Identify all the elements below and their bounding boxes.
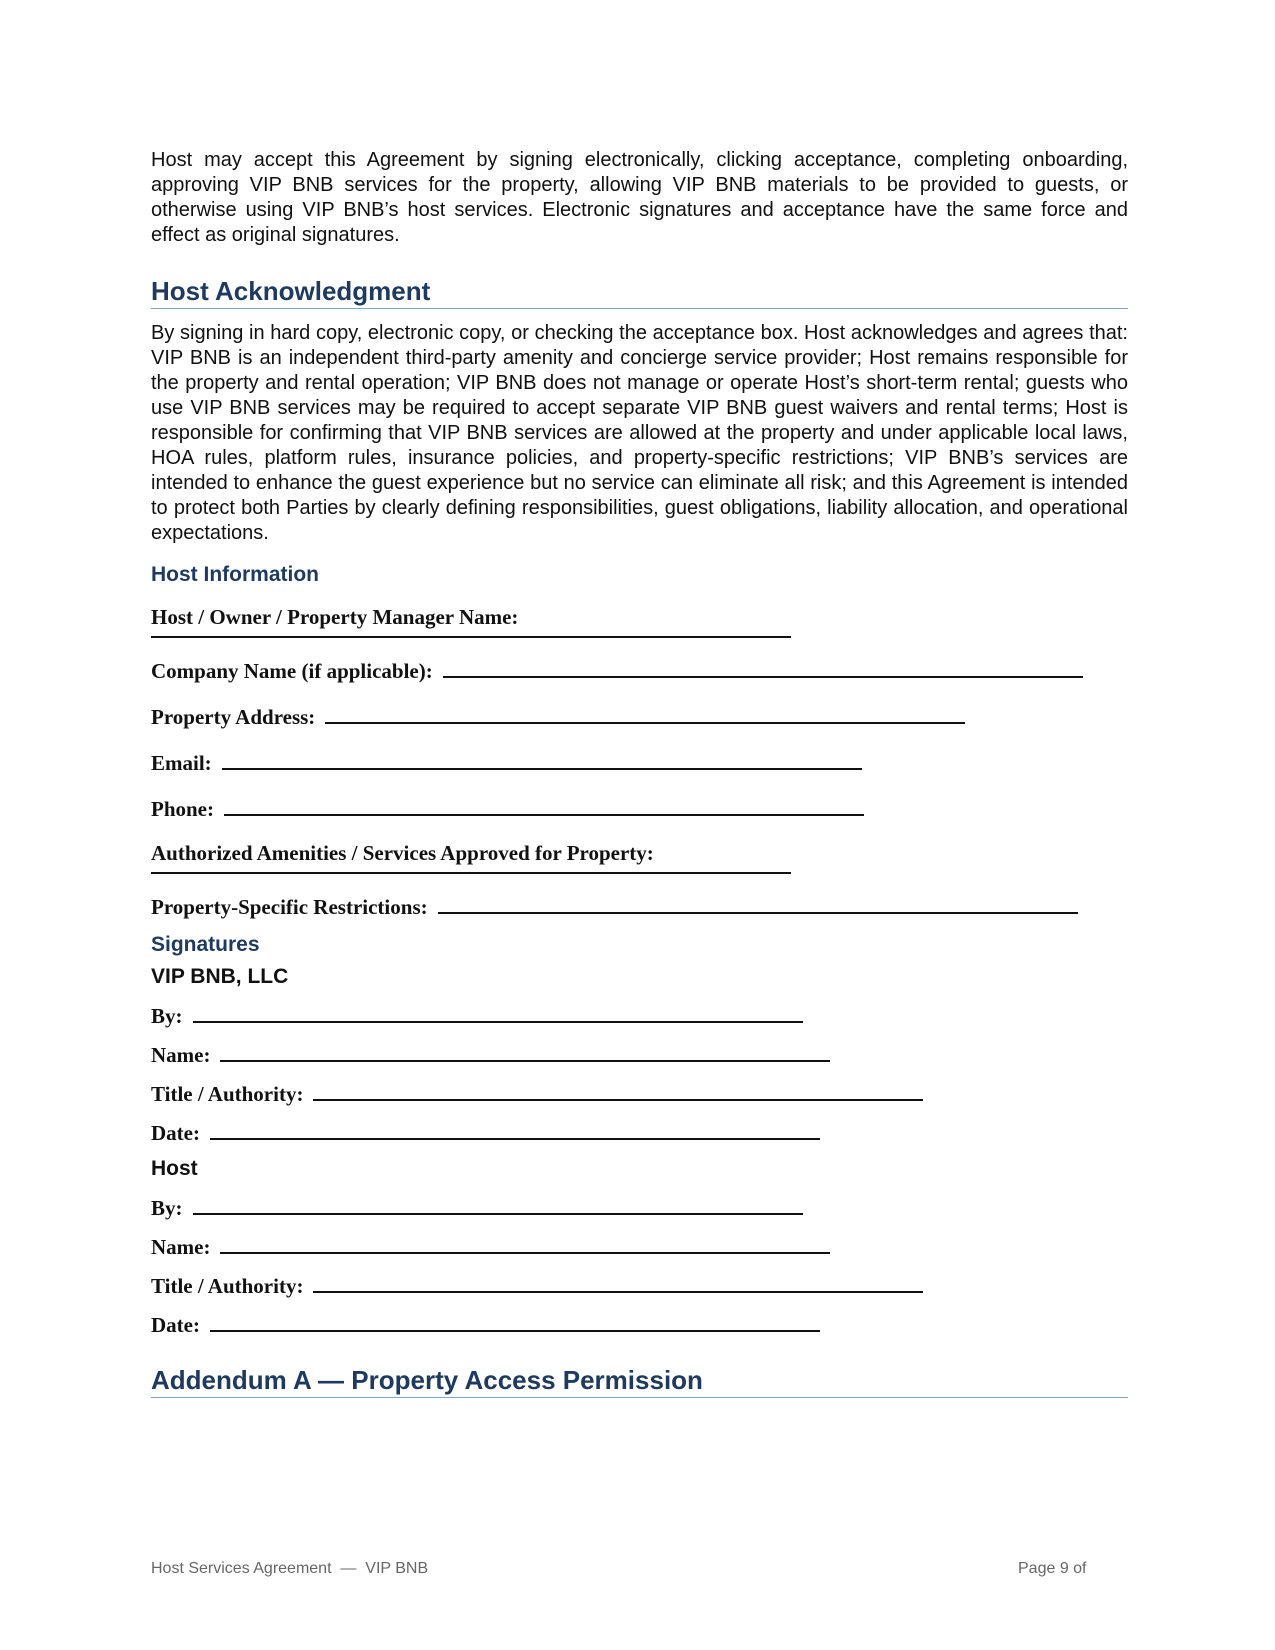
restrictions-field[interactable] (151, 892, 1128, 920)
restrictions-line[interactable] (438, 892, 1078, 914)
phone-line[interactable] (224, 794, 864, 816)
amenities-label: Authorized Amenities / Services Approved for Property: (151, 841, 654, 865)
host-acknowledgment-body: By signing in hard copy, electronic copy, or checking the acceptance box. Host acknowledges and agrees that: VIP BNB is an independent third-party amenity and concierge service provider; Host remains responsible for the property and rental operation; VIP BNB does not manage or operate Host’s short-term rental; guests who use VIP BNB services may be required to accept separate VIP BNB guest waivers and rental terms; Host is responsible for confirming that VIP BNB services are allowed at the property and under applicable local laws, HOA rules, platform rules, insurance policies, and property-specific restrictions; VIP BNB’s services are intended to enhance the guest experience but no service can eliminate all risk; and this Agreement is intended to protect both Parties by clearly defining responsibilities, guest obligations, liability allocation, and operational expectations. (151, 322, 1128, 544)
vip-party-heading: VIP BNB, LLC (151, 965, 289, 988)
host-by-line[interactable] (193, 1193, 803, 1215)
company-name-line[interactable] (443, 656, 1083, 678)
vip-date-label: Date: (151, 1121, 200, 1145)
host-by-field[interactable] (151, 1193, 1128, 1221)
host-party-heading: Host (151, 1157, 198, 1180)
company-name-label: Company Name (if applicable): (151, 659, 433, 683)
amenities-field[interactable] (151, 840, 1128, 874)
vip-name-line[interactable] (220, 1040, 830, 1062)
phone-field[interactable] (151, 794, 1128, 822)
addendum-heading: Addendum A — Property Access Permission (151, 1364, 1128, 1398)
email-line[interactable] (222, 748, 862, 770)
host-title-field[interactable] (151, 1271, 1128, 1299)
document-page (151, 148, 1128, 1398)
signatures-heading: Signatures (151, 933, 260, 956)
host-title-line[interactable] (313, 1271, 923, 1293)
footer-left: Host Services Agreement — VIP BNB (151, 1560, 429, 1577)
vip-name-field[interactable] (151, 1040, 1128, 1068)
vip-date-field[interactable] (151, 1118, 1128, 1146)
host-name-field[interactable] (151, 1232, 1128, 1260)
phone-label: Phone: (151, 797, 214, 821)
intro-paragraph: Host may accept this Agreement by signing electronically, clicking acceptance, completing onboarding, approving VIP BNB services for the property, allowing VIP BNB materials to be provided to guests, or otherwise using VIP BNB’s host services. Electronic signatures and acceptance have the same force and effect as original signatures. (151, 149, 1128, 246)
host-date-label: Date: (151, 1313, 200, 1337)
host-name-label: Name: (151, 1235, 211, 1259)
vip-title-field[interactable] (151, 1079, 1128, 1107)
property-address-line[interactable] (325, 702, 965, 724)
email-field[interactable] (151, 748, 1128, 776)
vip-by-line[interactable] (193, 1001, 803, 1023)
host-date-line[interactable] (210, 1310, 820, 1332)
owner-name-line[interactable] (151, 636, 791, 638)
property-address-field[interactable] (151, 702, 1128, 730)
company-name-field[interactable] (151, 656, 1128, 684)
host-information-heading: Host Information (151, 563, 319, 586)
host-name-line[interactable] (220, 1232, 830, 1254)
restrictions-label: Property-Specific Restrictions: (151, 895, 428, 919)
host-date-field[interactable] (151, 1310, 1128, 1338)
amenities-line[interactable] (151, 872, 791, 874)
property-address-label: Property Address: (151, 705, 316, 729)
host-by-label: By: (151, 1196, 183, 1220)
vip-title-label: Title / Authority: (151, 1082, 304, 1106)
vip-name-label: Name: (151, 1043, 211, 1067)
vip-by-label: By: (151, 1004, 183, 1028)
footer-page-number: Page 9 of (1018, 1560, 1087, 1577)
vip-date-line[interactable] (210, 1118, 820, 1140)
vip-title-line[interactable] (313, 1079, 923, 1101)
vip-by-field[interactable] (151, 1001, 1128, 1029)
owner-name-label: Host / Owner / Property Manager Name: (151, 605, 519, 629)
owner-name-field[interactable] (151, 604, 1128, 638)
host-title-label: Title / Authority: (151, 1274, 304, 1298)
email-label: Email: (151, 751, 212, 775)
host-acknowledgment-heading: Host Acknowledgment (151, 275, 1128, 309)
